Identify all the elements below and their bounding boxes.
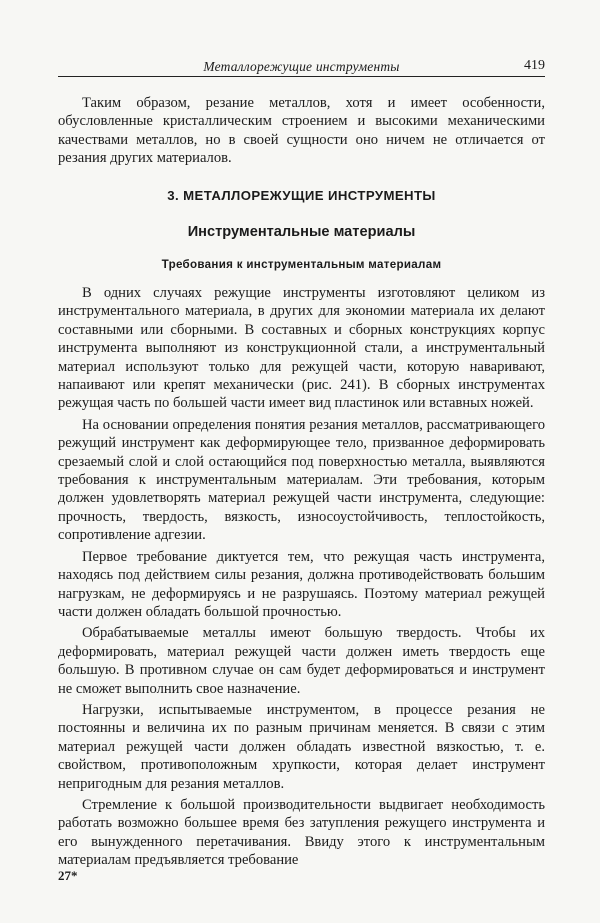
intro-block xyxy=(58,94,545,168)
running-title: Металлорежущие инструменты xyxy=(203,59,400,74)
page-number: 419 xyxy=(524,58,545,73)
paragraph-3: Первое требование диктуется тем, что режущая часть инструмента, находясь под действием силы резания, должна противодействовать большим нагрузкам, не деформируясь и не разрушаясь. Поэтому материал режущей части должен обладать большой прочностью. xyxy=(58,548,545,620)
intro-paragraph: Таким образом, резание металлов, хотя и имеет особенности, обусловленные кристаллическим строением и высокими механическими качествами металлов, но в своей сущности оно ничем не отличается от резания других материалов. xyxy=(58,95,545,167)
paragraph-6: Стремление к большой производительности выдвигает необходимость работать возможно большее время без затупления режущего инструмента и его вынужденного перетачивания. Ввиду этого к инструментальным материалам предъявляется требование xyxy=(58,796,545,869)
section-heading: 3. МЕТАЛЛОРЕЖУЩИЕ ИНСТРУМЕНТЫ xyxy=(167,188,436,203)
paragraph-1: В одних случаях режущие инструменты изготовляют целиком из инструментального материала, в других для экономии материала их делают составными или сборными. В составных и сборных конструкциях корпус инструмента выполняют из конструкционной стали, а инструментальный материал используют только для режущей части, которую наваривают, напаивают или крепят механически (рис. 241). В сборных инструментах режущая часть по большей части имеет вид пластинок или вставных ножей. xyxy=(58,285,545,412)
signature-mark: 27* xyxy=(58,868,78,883)
sub-heading: Инструментальные материалы xyxy=(187,224,416,240)
paragraph-4: Обрабатываемые металлы имеют большую твердость. Чтобы их деформировать, материал режущей части должен иметь твердость еще большую. В противном случае он сам будет деформироваться и инструмент не сможет выполнить свое назначение. xyxy=(58,625,545,697)
sub-sub-heading: Требования к инструментальным материалам xyxy=(161,258,442,271)
running-header xyxy=(58,58,545,77)
paragraph-5: Нагрузки, испытываемые инструментом, в процессе резания не постоянны и величина их по разным причинам меняется. В связи с этим материал режущей части должен обладать известной вязкостью, т. е. свойством, противоположным хрупкости, которая делает инструмент непригодным для резания металлов. xyxy=(58,701,545,792)
main-text xyxy=(58,284,545,870)
paragraph-2: На основании определения понятия резания металлов, рассматривающего режущий инструмент как деформирующее тело, призванное деформировать срезаемый слой и слой остающийся под поверхностью металла, выявляются требования к инструментальным материалам. Эти требования, которым должен удовлетворять материал режущей части инструмента, следующие: прочность, твердость, вязкость, износоустойчивость, теплостойкость, сопротивление адгезии. xyxy=(58,416,545,544)
